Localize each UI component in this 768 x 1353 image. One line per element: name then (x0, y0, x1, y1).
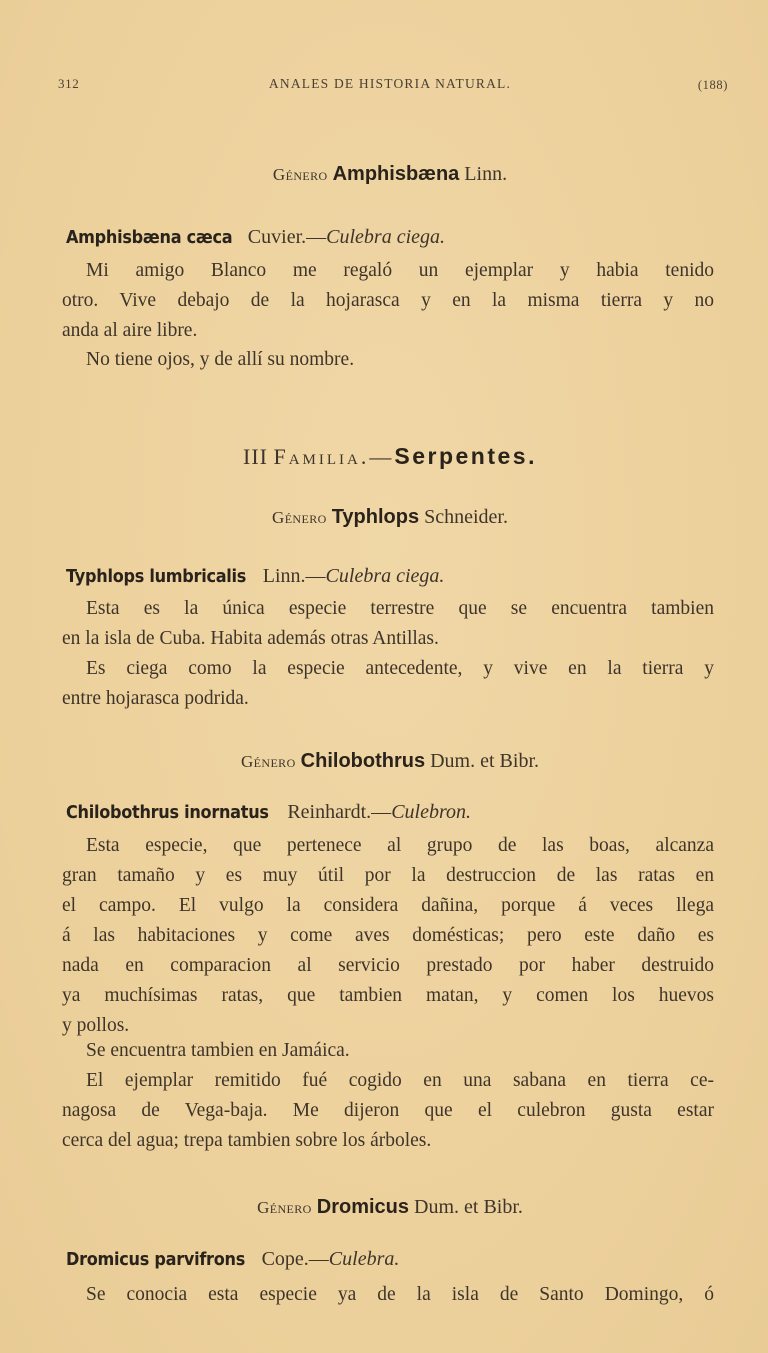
species-heading-amphisbaena-caeca (66, 226, 445, 249)
species-heading-chilobothrus-inornatus (66, 801, 471, 824)
text-line: el campo. El vulgo la considera dañina, porque á veces llega (62, 895, 714, 916)
species-name: Dromicus parvifrons (66, 1250, 246, 1270)
genus-label: Género (257, 1198, 312, 1217)
text-line: Mi amigo Blanco me regaló un ejemplar y habia tenido (86, 260, 714, 281)
text-line: cerca del agua; trepa tambien sobre los árboles. (62, 1130, 432, 1151)
text-line: ya muchísimas ratas, que tambien matan, y comen los huevos (62, 985, 714, 1006)
text-line: en la isla de Cuba. Habita además otras Antillas. (62, 628, 439, 649)
paragraph (62, 654, 714, 714)
text-line: El ejemplar remitido fué cogido en una sabana en tierra ce- (86, 1070, 714, 1091)
genus-author: Schneider. (424, 506, 508, 528)
genus-label: Género (272, 165, 328, 184)
common-name: Culebra ciega. (325, 565, 445, 587)
genus-author: Dum. et Bibr. (430, 750, 539, 772)
text-line: anda al aire libre. (62, 320, 198, 341)
family-heading-serpentes (62, 443, 718, 470)
paragraph (62, 256, 714, 346)
species-author: Cuvier.— (247, 226, 327, 248)
journal-title: ANALES DE HISTORIA NATURAL. (268, 76, 512, 91)
text-line: nagosa de Vega-baja. Me dijeron que el culebron gusta estar (62, 1100, 714, 1121)
family-number: III (243, 444, 268, 469)
text-line: Es ciega como la especie antecedente, y vive en la tierra y (86, 658, 714, 679)
genus-name: Chilobothrus (300, 750, 426, 772)
species-heading-dromicus-parvifrons (66, 1248, 399, 1271)
paragraph (62, 594, 714, 654)
text-line: y pollos. (62, 1015, 130, 1036)
species-author: Linn.— (262, 565, 326, 587)
running-head (58, 76, 728, 98)
common-name: Culebra ciega. (326, 226, 446, 248)
species-name: Typhlops lumbricalis (66, 567, 247, 587)
genus-name: Typhlops (331, 506, 420, 528)
genus-author: Dum. et Bibr. (414, 1196, 523, 1218)
text-line: á las habitaciones y come aves domésticas; pero este daño es (62, 925, 714, 946)
species-author: Reinhardt.— (287, 801, 392, 823)
species-author: Cope.— (261, 1248, 329, 1270)
text-line: nada en comparacion al servicio prestado por haber destruido (62, 955, 714, 976)
family-name: Serpentes. (394, 443, 537, 469)
text-line: entre hojarasca podrida. (62, 688, 249, 709)
genus-heading-typhlops (62, 506, 718, 529)
text-line: otro. Vive debajo de la hojarasca y en la misma tierra y no (62, 290, 714, 311)
species-name: Amphisbæna cæca (66, 228, 233, 248)
common-name: Culebra. (328, 1248, 400, 1270)
text-line: Esta es la única especie terrestre que se encuentra tambien (86, 598, 714, 619)
page-number: 312 (58, 76, 80, 91)
genus-author: Linn. (464, 163, 508, 185)
genus-name: Amphisbæna (332, 163, 460, 185)
text-line: No tiene ojos, y de allí su nombre. (86, 349, 355, 370)
paragraph (62, 1066, 714, 1156)
genus-name: Dromicus (316, 1196, 410, 1218)
genus-heading-chilobothrus (62, 750, 718, 773)
genus-heading-amphisbaena (62, 163, 718, 186)
genus-label: Género (240, 752, 296, 771)
paragraph (62, 1280, 714, 1310)
paragraph (62, 831, 714, 1041)
original-page-number: (188) (697, 78, 728, 92)
genus-label: Género (272, 508, 327, 527)
text-line: Se encuentra tambien en Jamáica. (86, 1040, 350, 1061)
paragraph (62, 345, 714, 375)
common-name: Culebron. (391, 801, 472, 823)
text-line: gran tamaño y es muy útil por la destruccion de las ratas en (62, 865, 714, 886)
text-line: Se conocia esta especie ya de la isla de Santo Domingo, ó (86, 1284, 714, 1305)
genus-heading-dromicus (62, 1196, 718, 1219)
text-line: Esta especie, que pertenece al grupo de las boas, alcanza (86, 835, 714, 856)
family-label: Familia.— (273, 444, 395, 469)
paragraph (62, 1036, 714, 1066)
species-name: Chilobothrus inornatus (66, 803, 269, 823)
species-heading-typhlops-lumbricalis (66, 565, 444, 588)
